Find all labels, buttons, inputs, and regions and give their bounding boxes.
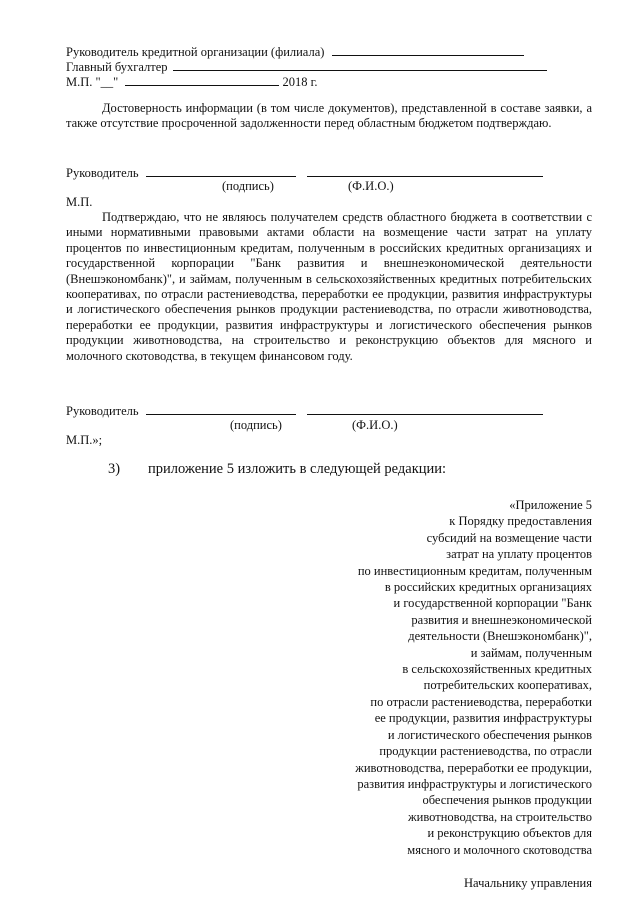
caption-name: (Ф.И.О.) xyxy=(348,179,394,193)
appendix-line: по отрасли растениеводства, переработки xyxy=(370,694,592,709)
appendix-line: субсидий на возмещение части xyxy=(426,530,592,545)
appendix-line: в российских кредитных организациях xyxy=(384,580,592,595)
director-label: Руководитель xyxy=(66,404,139,418)
appendix-line: животноводства, переработки ее продукции, xyxy=(355,760,592,775)
caption-name: (Ф.И.О.) xyxy=(352,418,398,432)
amendment-text: приложение 5 изложить в следующей редакции: xyxy=(148,461,447,477)
appendix-line: и государственной корпорации "Банк xyxy=(393,596,592,611)
appendix-line: в сельскохозяйственных кредитных xyxy=(402,662,592,677)
appendix-line: развития и внешнеэкономической xyxy=(411,612,592,627)
signature-line xyxy=(146,403,296,415)
appendix-line: деятельности (Внешэкономбанк)", xyxy=(408,629,592,644)
appendix-line: и займам, полученным xyxy=(470,645,592,660)
date-line xyxy=(125,74,279,86)
chief-accountant-label: Главный бухгалтер xyxy=(66,60,168,74)
appendix-line: животноводства, на строительство xyxy=(408,809,592,824)
appendix-line: затрат на уплату процентов xyxy=(446,547,592,562)
signature-line xyxy=(332,44,524,56)
declaration-text: Подтверждаю, что не являюсь получателем средств областного бюджета в соответствии с иными нормативными правовыми актами области на возмещение части затрат на уплату процентов по инвестиционным кредитам, полученным в российских кредитных организациях и государственной корпорации "Банк развития и внешнеэкономической деятельности (Внешэкономбанк)", и займам, полученным в сельскохозяйственных кредитных потребительских кооперативах, по отрасли растениеводства, переработки ее продукции, развития инфраструктуры и логистического обеспечения рынков продукции растениеводства, по отрасли животноводства, переработки ее продукции, развития инфраструктуры и логистического обеспечения рынков продукции животноводства, на строительство и реконструкцию объектов для мясного и молочного скотоводства, в текущем финансовом году. xyxy=(66,210,592,363)
head-credit-org-label: Руководитель кредитной организации (филиала) xyxy=(66,45,325,59)
caption-signature: (подпись) xyxy=(222,179,274,193)
mp-date-prefix: М.П. "__" xyxy=(66,75,119,89)
mp-stamp-label: М.П. xyxy=(66,195,93,209)
appendix-line: обеспечения рынков продукции xyxy=(422,793,592,808)
appendix-line: развития инфраструктуры и логистического xyxy=(357,776,592,791)
appendix-line: потребительских кооперативах, xyxy=(423,678,592,693)
appendix-line: по инвестиционным кредитам, полученным xyxy=(357,563,592,578)
name-line xyxy=(307,165,543,177)
addressee: Начальнику управления xyxy=(464,876,592,890)
director-label: Руководитель xyxy=(66,166,139,180)
appendix-line: мясного и молочного скотоводства xyxy=(407,842,592,857)
signature-block-2 xyxy=(66,403,543,419)
signature-block-1 xyxy=(66,165,543,181)
year-suffix: 2018 г. xyxy=(282,75,318,89)
declaration-paragraph xyxy=(66,210,592,364)
signature-line xyxy=(173,59,547,71)
name-line xyxy=(307,403,543,415)
amendment-heading xyxy=(108,462,446,477)
confirmation-paragraph xyxy=(66,101,592,132)
appendix-line: «Приложение 5 xyxy=(509,498,592,512)
appendix-line: и логистического обеспечения рынков xyxy=(387,727,592,742)
appendix-line: продукции растениеводства, по отрасли xyxy=(379,744,592,759)
chief-accountant-line xyxy=(66,59,547,75)
appendix-header xyxy=(355,497,592,858)
head-credit-org-line xyxy=(66,44,524,60)
appendix-line: к Порядку предоставления xyxy=(449,514,592,529)
caption-signature: (подпись) xyxy=(230,418,282,432)
confirmation-text: Достоверность информации (в том числе документов), представленной в составе заявки, а также отсутствие просроченной задолженности перед областным бюджетом подтверждаю. xyxy=(66,101,592,131)
mp-date-line xyxy=(66,74,317,90)
appendix-line: и реконструкцию объектов для xyxy=(427,826,592,841)
signature-line xyxy=(146,165,296,177)
amendment-number: 3) xyxy=(108,461,121,477)
mp-stamp-label: М.П.»; xyxy=(66,433,103,447)
appendix-line: ее продукции, развития инфраструктуры xyxy=(374,711,592,726)
